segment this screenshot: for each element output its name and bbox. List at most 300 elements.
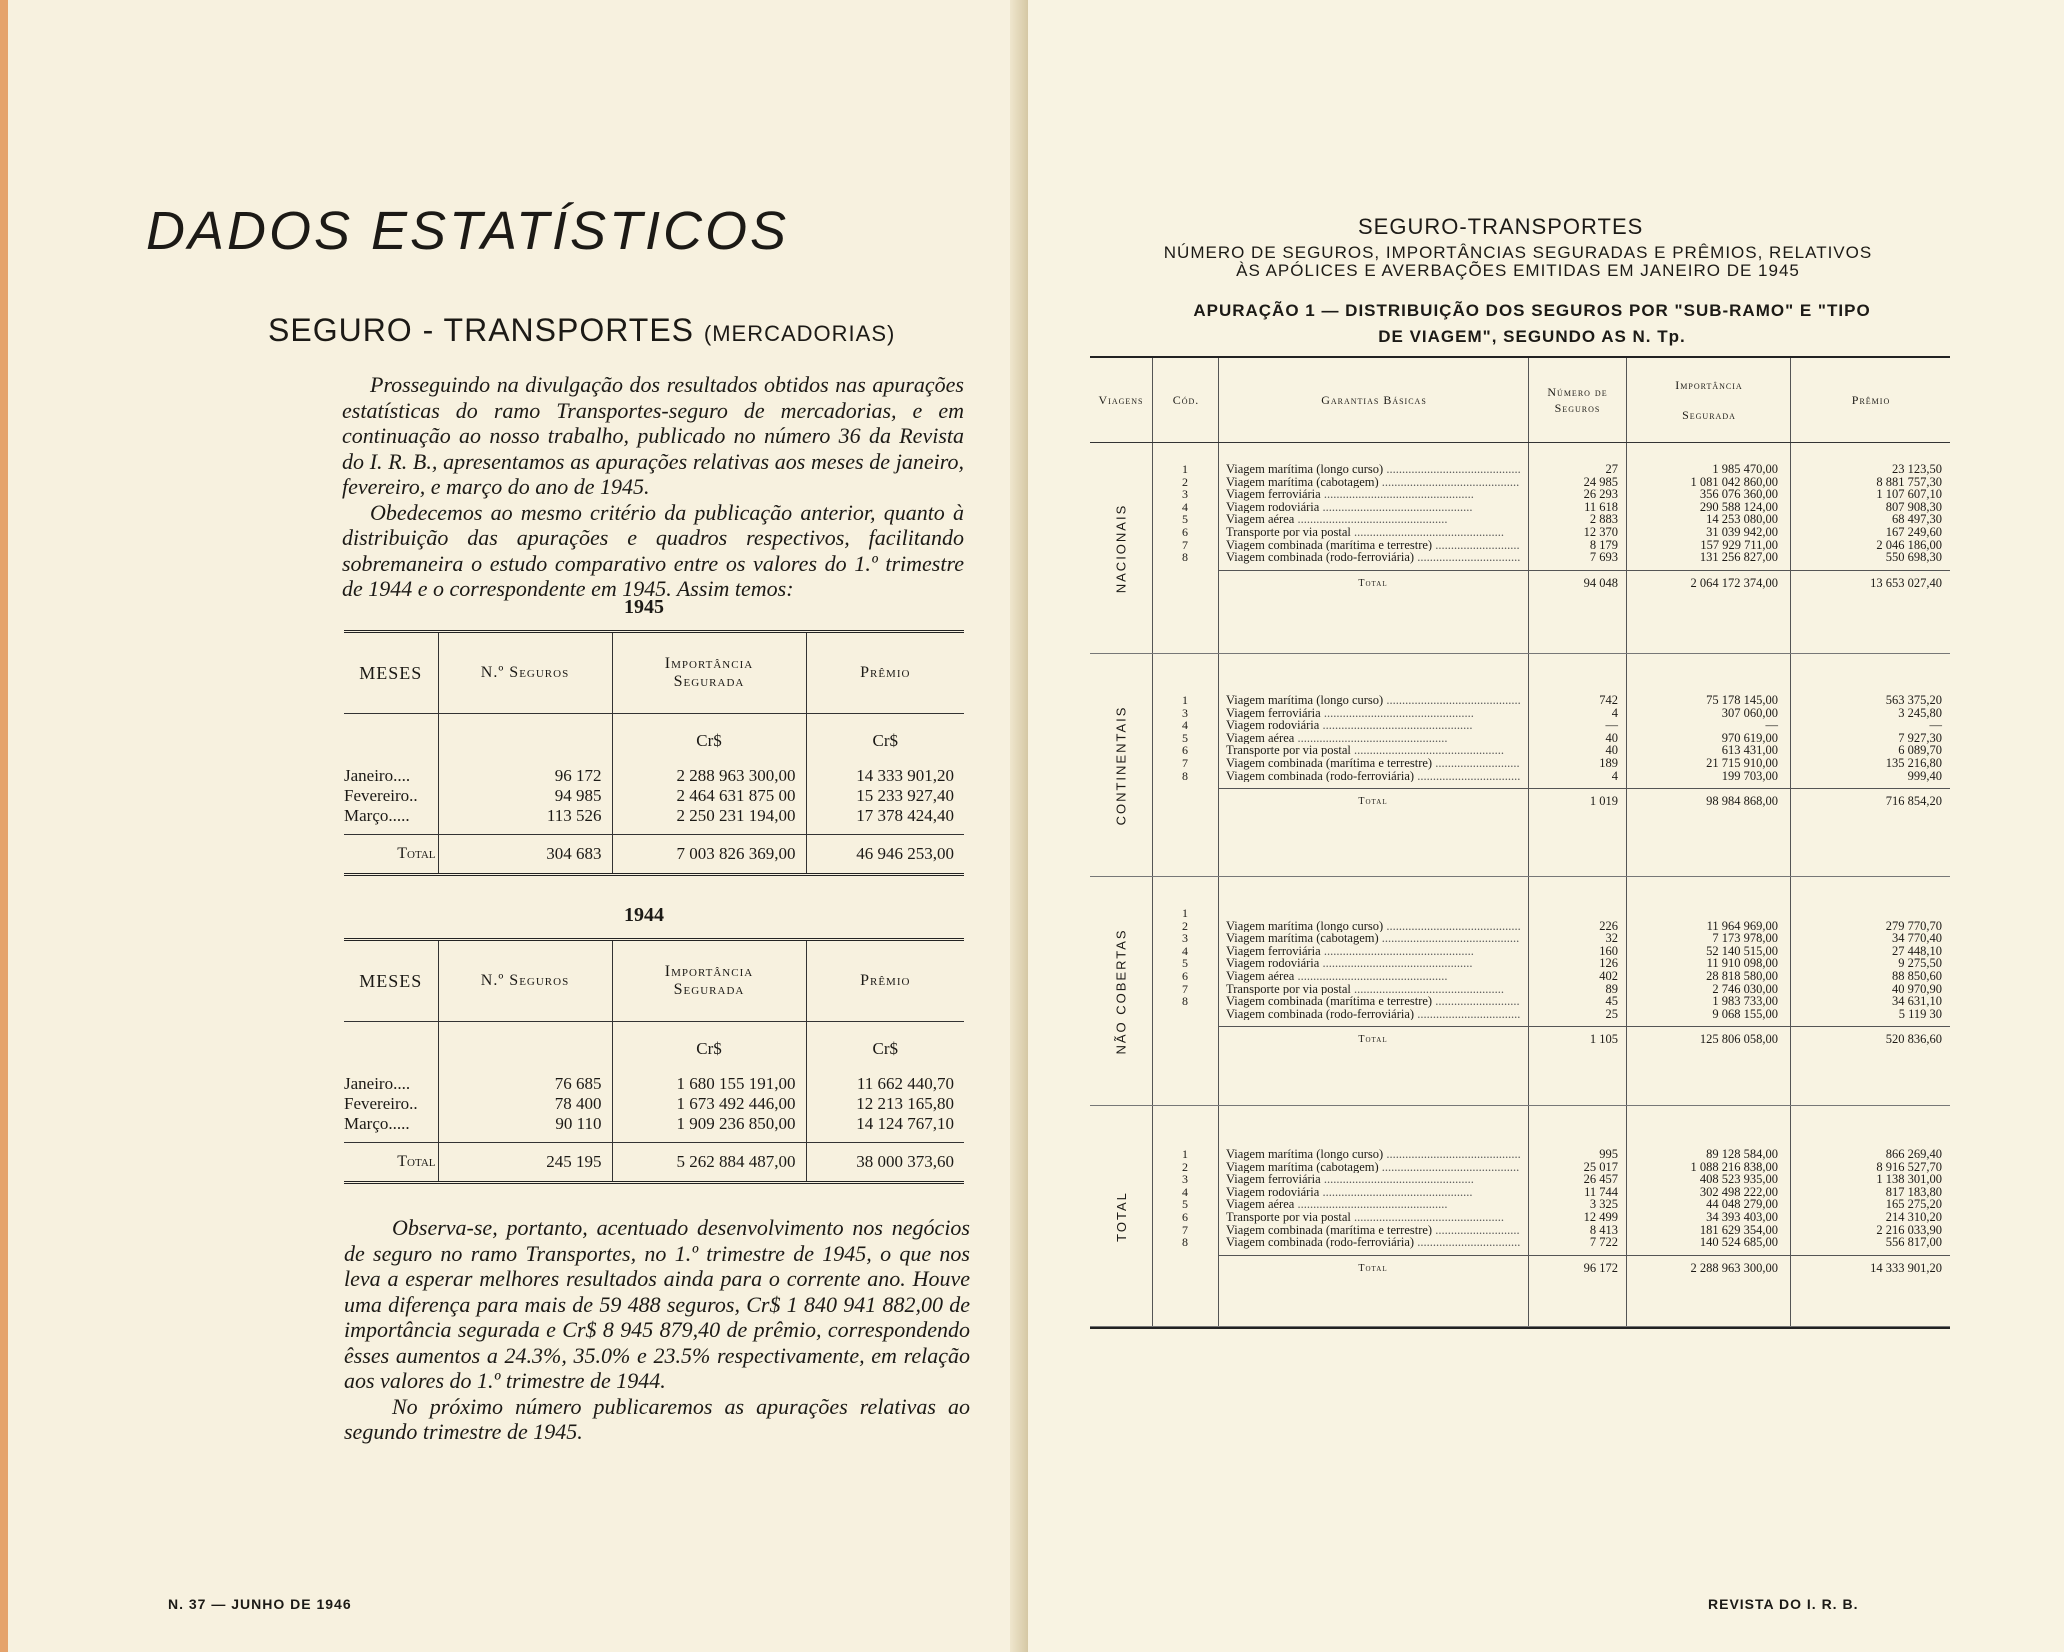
row-numero: 24 985 xyxy=(1583,474,1618,489)
row-numero: 27 xyxy=(1605,462,1618,476)
row-description xyxy=(1226,539,1520,552)
row-description-text: Transporte por via postal xyxy=(1226,744,1351,757)
leader-dots xyxy=(1351,983,1504,996)
row-importancia: 14 253 080,00 xyxy=(1706,512,1778,527)
row-description-text: Transporte por via postal xyxy=(1226,1211,1351,1224)
row-description xyxy=(1226,1224,1520,1237)
row-premio: 1 107 607,10 xyxy=(1876,487,1942,502)
row-numero: 40 xyxy=(1605,730,1618,745)
row-code: 5 xyxy=(1182,956,1188,971)
leader-dots xyxy=(1414,551,1520,564)
right-page xyxy=(1028,0,2064,1652)
row-code: 8 xyxy=(1182,768,1188,783)
total-importancia: 125 806 058,00 xyxy=(1699,1032,1778,1047)
row-description xyxy=(1226,1161,1520,1174)
row-description-text: Viagem marítima (longo curso) xyxy=(1226,694,1384,707)
row-description xyxy=(1226,970,1520,983)
row-description xyxy=(1226,945,1520,958)
row-numero: 226 xyxy=(1599,918,1618,933)
row-description-text: Viagem aérea xyxy=(1226,1198,1295,1211)
total-label: Total xyxy=(1358,577,1388,589)
col-header-meses: MESES xyxy=(344,940,438,1022)
leader-dots xyxy=(1351,744,1504,757)
col-header-garantias: Garantias Básicas xyxy=(1218,358,1529,442)
leader-dots xyxy=(1432,757,1520,770)
row-premio: 165 275,20 xyxy=(1885,1197,1942,1212)
row-numero: 25 017 xyxy=(1583,1159,1618,1174)
row-importancia: 34 393 403,00 xyxy=(1706,1210,1778,1224)
row-numero: 26 457 xyxy=(1583,1172,1618,1187)
row-code: 3 xyxy=(1182,1172,1188,1187)
row-description-text: Viagem combinada (marítima e terrestre) xyxy=(1226,757,1433,770)
row-importancia: 89 128 584,00 xyxy=(1706,1147,1778,1161)
row-code: 2 xyxy=(1182,918,1188,933)
year-label-1945: 1945 xyxy=(624,596,664,618)
row-premio: 550 698,30 xyxy=(1885,550,1942,565)
section-title-main: SEGURO - TRANSPORTES xyxy=(268,312,694,348)
conclusion-paragraph-1: Observa-se, portanto, acentuado desenvolvimento nos negócios de seguro no ramo Transportes, no 1.º trimestre de 1945, o que nos leva a esperar melhores resultados ainda para o corrente ano. Houve uma diferença para mais de 59 488 seguros, Cr$ 1 840 941 882,00 de importância segurada e Cr$ 8 945 879,40 de prêmio, correspondendo êsses aumentos a 24.3%, 35.0% e 23.5% respectivamente, em relação aos valores do 1.º trimestre de 1944. xyxy=(344,1215,970,1393)
row-numero: 8 179 xyxy=(1589,537,1618,552)
row-premio: 8 916 527,70 xyxy=(1876,1159,1942,1174)
row-importancia: 1 081 042 860,00 xyxy=(1690,474,1778,489)
currency-label: Cr$ xyxy=(612,714,806,755)
total-importancia: 98 984 868,00 xyxy=(1706,794,1778,809)
leader-dots xyxy=(1379,476,1520,489)
row-numero: 402 xyxy=(1599,969,1618,983)
row-numero: 26 293 xyxy=(1583,487,1618,502)
row-description xyxy=(1226,1186,1520,1199)
row-code: 2 xyxy=(1182,474,1188,489)
row-description xyxy=(1226,1211,1520,1224)
row-premio: 27 448,10 xyxy=(1892,943,1942,958)
row-premio: 88 850,60 xyxy=(1892,969,1942,983)
row-importancia: 199 703,00 xyxy=(1721,768,1778,783)
row-premio: 556 817,00 xyxy=(1885,1235,1942,1250)
row-description xyxy=(1226,488,1520,501)
leader-dots xyxy=(1319,957,1472,970)
total-numero: 1 105 xyxy=(1589,1032,1618,1047)
conclusion-text xyxy=(344,1215,970,1445)
group-label-text: CONTINENTAIS xyxy=(1113,705,1129,825)
table-row: Fevereiro.. 78 400 1 673 492 446,00 12 213 165,80 xyxy=(344,1094,964,1114)
row-code: 4 xyxy=(1182,718,1188,733)
row-code: 8 xyxy=(1182,550,1188,565)
row-premio: 563 375,20 xyxy=(1885,693,1942,707)
row-importancia: 11 964 969,00 xyxy=(1706,918,1778,933)
row-description-text: Viagem rodoviária xyxy=(1226,1185,1320,1199)
total-importancia: 2 064 172 374,00 xyxy=(1690,575,1778,590)
row-description xyxy=(1226,920,1520,933)
row-premio: 999,40 xyxy=(1907,768,1942,783)
row-code: 7 xyxy=(1182,537,1188,552)
summary-table-1945 xyxy=(344,630,964,876)
row-numero: 2 883 xyxy=(1589,512,1618,527)
row-importancia: 11 910 098,00 xyxy=(1706,956,1778,971)
row-description xyxy=(1226,694,1520,707)
currency-label: Cr$ xyxy=(612,1022,806,1063)
row-numero: 25 xyxy=(1605,1006,1618,1021)
row-importancia: 307 060,00 xyxy=(1721,705,1778,720)
row-importancia: 1 088 216 838,00 xyxy=(1690,1159,1778,1174)
row-premio: 214 310,20 xyxy=(1885,1210,1942,1224)
row-premio: 279 770,70 xyxy=(1885,918,1942,933)
row-premio: 817 183,80 xyxy=(1885,1184,1942,1199)
leader-dots xyxy=(1319,1186,1472,1199)
row-importancia: 1 983 733,00 xyxy=(1712,994,1778,1009)
leader-dots xyxy=(1351,1211,1504,1224)
col-header-numero: Número de Seguros xyxy=(1528,358,1626,442)
row-premio: 1 138 301,00 xyxy=(1876,1172,1942,1187)
total-numero: 94 048 xyxy=(1583,575,1618,590)
row-description-text: Viagem combinada (marítima e terrestre) xyxy=(1226,995,1433,1008)
row-description xyxy=(1226,757,1520,770)
table-header xyxy=(1090,358,1950,443)
conclusion-paragraph-2: No próximo número publicaremos as apurações relativas ao segundo trimestre de 1945. xyxy=(344,1393,970,1444)
intro-paragraph-1: Prosseguindo na divulgação dos resultados obtidos nas apurações estatísticas do ramo Transportes-seguro de mercadorias, e em continuação ao nosso trabalho, publicado no número 36 da Revista do I. R. B., apresentamos as apurações relativas aos meses de janeiro, fevereiro, e março do ano de 1945. xyxy=(342,372,964,499)
col-header-importancia: Importância Segurada xyxy=(612,632,806,714)
table-row: Fevereiro.. 94 985 2 464 631 875 00 15 233 927,40 xyxy=(344,786,964,806)
row-premio: 5 119 30 xyxy=(1898,1006,1942,1021)
row-description xyxy=(1226,719,1520,732)
row-code: 6 xyxy=(1182,1210,1188,1224)
row-description xyxy=(1226,1173,1520,1186)
row-numero: 995 xyxy=(1599,1147,1618,1161)
row-description xyxy=(1226,770,1520,783)
table-bottom-rule xyxy=(1090,1327,1950,1329)
row-importancia: 290 588 124,00 xyxy=(1699,499,1778,514)
row-numero: 89 xyxy=(1605,981,1618,996)
row-importancia: — xyxy=(1765,718,1778,733)
row-description xyxy=(1226,707,1520,720)
row-importancia: 52 140 515,00 xyxy=(1706,943,1778,958)
leader-dots xyxy=(1414,1236,1520,1249)
row-description-text: Viagem combinada (rodo-ferroviária) xyxy=(1226,1007,1415,1021)
total-row: Total 245 195 5 262 884 487,00 38 000 373,60 xyxy=(344,1143,964,1183)
row-code: 4 xyxy=(1182,499,1188,514)
year-label-1944: 1944 xyxy=(624,904,664,926)
row-description-text: Viagem ferroviária xyxy=(1226,706,1321,720)
currency-label: Cr$ xyxy=(806,1022,964,1063)
row-description-text: Viagem marítima (longo curso) xyxy=(1226,1148,1384,1161)
leader-dots xyxy=(1319,501,1472,514)
leader-dots xyxy=(1432,1224,1520,1237)
row-premio: 68 497,30 xyxy=(1892,512,1942,527)
total-importancia: 2 288 963 300,00 xyxy=(1690,1260,1778,1275)
col-header-premio: Prêmio xyxy=(806,940,964,1022)
row-importancia: 356 076 360,00 xyxy=(1699,487,1778,502)
row-code: 2 xyxy=(1182,1159,1188,1174)
row-premio: 807 908,30 xyxy=(1885,499,1942,514)
row-premio: 7 927,30 xyxy=(1898,730,1942,745)
row-numero: 45 xyxy=(1605,994,1618,1009)
row-description xyxy=(1226,1236,1520,1249)
col-header-meses: MESES xyxy=(344,632,438,714)
leader-dots xyxy=(1294,1198,1447,1211)
left-page xyxy=(0,0,1022,1652)
row-premio: 2 046 186,00 xyxy=(1876,537,1942,552)
row-code: 3 xyxy=(1182,931,1188,946)
total-rule xyxy=(1218,570,1950,571)
intro-text xyxy=(342,372,964,602)
row-description-text: Viagem aérea xyxy=(1226,731,1295,745)
row-code: 3 xyxy=(1182,487,1188,502)
leader-dots xyxy=(1319,719,1472,732)
row-code: 6 xyxy=(1182,743,1188,758)
group-label xyxy=(1090,1106,1152,1326)
distribution-table xyxy=(1090,356,1950,1329)
row-description-text: Transporte por via postal xyxy=(1226,526,1351,539)
leader-dots xyxy=(1321,945,1474,958)
leader-dots xyxy=(1379,1161,1520,1174)
row-numero: 40 xyxy=(1605,743,1618,758)
row-importancia: 9 068 155,00 xyxy=(1712,1006,1778,1021)
leader-dots xyxy=(1432,995,1520,1008)
apuracao-heading: APURAÇÃO 1 — DISTRIBUIÇÃO DOS SEGUROS POR "SUB-RAMO" E "TIPO DE VIAGEM", SEGUNDO AS N. Tp. xyxy=(1193,301,1871,346)
row-premio: 9 275,50 xyxy=(1898,956,1942,971)
section-title-paren: (MERCADORIAS) xyxy=(703,321,896,346)
row-description-text: Viagem combinada (rodo-ferroviária) xyxy=(1226,1236,1415,1249)
row-premio: — xyxy=(1929,718,1942,733)
row-numero: — xyxy=(1605,718,1618,733)
row-premio: 3 245,80 xyxy=(1898,705,1942,720)
col-header-seguros: N.º Seguros xyxy=(438,632,612,714)
total-premio: 13 653 027,40 xyxy=(1870,575,1942,590)
col-header-importancia: Importância Segurada xyxy=(612,940,806,1022)
row-numero: 4 xyxy=(1611,768,1618,783)
row-numero: 12 499 xyxy=(1583,1210,1618,1224)
row-code: 5 xyxy=(1182,512,1188,527)
row-description xyxy=(1226,1008,1520,1021)
row-code: 5 xyxy=(1182,730,1188,745)
row-numero: 4 xyxy=(1611,705,1618,720)
row-numero: 3 325 xyxy=(1589,1197,1618,1212)
total-label: Total xyxy=(1358,1034,1388,1046)
col-header-premio: Prêmio xyxy=(806,632,964,714)
row-description-text: Viagem rodoviária xyxy=(1226,957,1320,970)
row-description xyxy=(1226,932,1520,945)
section-title xyxy=(268,312,895,349)
row-code: 1 xyxy=(1182,1147,1188,1161)
row-description-text: Viagem rodoviária xyxy=(1226,500,1320,514)
leader-dots xyxy=(1294,732,1447,745)
total-label: Total xyxy=(1358,796,1388,808)
row-code: 1 xyxy=(1182,693,1188,707)
col-header-seguros: N.º Seguros xyxy=(438,940,612,1022)
col-header-cod: Cód. xyxy=(1152,358,1219,442)
total-rule xyxy=(1218,1255,1950,1256)
row-description-text: Viagem marítima (longo curso) xyxy=(1226,463,1384,476)
leader-dots xyxy=(1294,970,1447,983)
row-premio: 167 249,60 xyxy=(1885,525,1942,539)
row-description-text: Viagem marítima (longo curso) xyxy=(1226,919,1384,933)
group-block xyxy=(1090,1106,1950,1327)
row-numero: 11 618 xyxy=(1584,499,1618,514)
row-description-text: Viagem aérea xyxy=(1226,970,1295,983)
row-importancia: 28 818 580,00 xyxy=(1706,969,1778,983)
row-importancia: 181 629 354,00 xyxy=(1699,1222,1778,1237)
row-code: 5 xyxy=(1182,1197,1188,1212)
row-description xyxy=(1226,551,1520,564)
row-premio: 23 123,50 xyxy=(1892,462,1942,476)
leader-dots xyxy=(1351,526,1504,539)
leader-dots xyxy=(1414,770,1520,783)
row-description xyxy=(1226,526,1520,539)
group-block xyxy=(1090,654,1950,877)
row-premio: 34 631,10 xyxy=(1892,994,1942,1009)
page-edge xyxy=(0,0,8,1652)
total-row: Total 304 683 7 003 826 369,00 46 946 253,00 xyxy=(344,835,964,875)
row-importancia: 970 619,00 xyxy=(1721,730,1778,745)
total-rule xyxy=(1218,788,1950,789)
leader-dots xyxy=(1383,1148,1520,1161)
row-numero: 126 xyxy=(1599,956,1618,971)
group-label-text: TOTAL xyxy=(1113,1190,1129,1242)
group-label xyxy=(1090,654,1152,876)
total-premio: 14 333 901,20 xyxy=(1870,1260,1942,1275)
row-importancia: 157 929 711,00 xyxy=(1700,537,1778,552)
table-title: SEGURO-TRANSPORTES xyxy=(1358,214,1644,239)
row-code: 8 xyxy=(1182,1235,1188,1250)
row-premio: 135 216,80 xyxy=(1885,756,1942,770)
row-importancia: 140 524 685,00 xyxy=(1699,1235,1778,1250)
row-code: 8 xyxy=(1182,994,1188,1009)
row-description xyxy=(1226,983,1520,996)
leader-dots xyxy=(1383,463,1520,476)
row-importancia: 75 178 145,00 xyxy=(1706,693,1778,707)
row-importancia: 7 173 978,00 xyxy=(1712,931,1778,946)
row-code: 4 xyxy=(1182,943,1188,958)
leader-dots xyxy=(1294,513,1447,526)
total-label: Total xyxy=(1358,1262,1388,1274)
group-block xyxy=(1090,443,1950,654)
row-premio: 40 970,90 xyxy=(1892,981,1942,996)
row-importancia: 302 498 222,00 xyxy=(1699,1184,1778,1199)
row-description-text: Viagem ferroviária xyxy=(1226,488,1321,501)
total-rule xyxy=(1218,1026,1950,1027)
row-importancia: 2 746 030,00 xyxy=(1712,981,1778,996)
group-label-text: NÃO COBERTAS xyxy=(1113,927,1129,1055)
row-premio: 866 269,40 xyxy=(1885,1147,1942,1161)
col-header-viagens: Viagens xyxy=(1098,393,1144,407)
leader-dots xyxy=(1432,539,1520,552)
row-numero: 160 xyxy=(1599,943,1618,958)
row-numero: 7 722 xyxy=(1589,1235,1618,1250)
table-body xyxy=(1090,443,1950,1327)
row-code: 6 xyxy=(1182,969,1188,983)
row-importancia: 408 523 935,00 xyxy=(1699,1172,1778,1187)
row-numero: 189 xyxy=(1599,756,1618,770)
row-code: 7 xyxy=(1182,756,1188,770)
table-row: Março..... 113 526 2 250 231 194,00 17 378 424,40 xyxy=(344,806,964,835)
row-numero: 32 xyxy=(1605,931,1618,946)
row-premio: 34 770,40 xyxy=(1892,931,1942,946)
row-importancia: 613 431,00 xyxy=(1721,743,1778,758)
row-code: 7 xyxy=(1182,1222,1188,1237)
row-premio: 8 881 757,30 xyxy=(1876,474,1942,489)
row-description xyxy=(1226,1148,1520,1161)
total-premio: 716 854,20 xyxy=(1885,794,1942,809)
row-numero: 742 xyxy=(1599,693,1618,707)
row-code: 7 xyxy=(1182,981,1188,996)
issue-footer: N. 37 — JUNHO DE 1946 xyxy=(168,1596,352,1612)
row-code: 1 xyxy=(1182,462,1188,476)
col-header-importancia: Importância Segurada xyxy=(1626,358,1791,442)
row-description xyxy=(1226,513,1520,526)
row-importancia: 44 048 279,00 xyxy=(1706,1197,1778,1212)
leader-dots xyxy=(1379,932,1520,945)
total-premio: 520 836,60 xyxy=(1885,1032,1942,1047)
leader-dots xyxy=(1383,920,1520,933)
leader-dots xyxy=(1321,488,1474,501)
group-label-text: NACIONAIS xyxy=(1113,503,1129,593)
row-description-text: Viagem marítima (cabotagem) xyxy=(1226,1160,1379,1174)
row-numero: 8 413 xyxy=(1589,1222,1618,1237)
table-row: Março..... 90 110 1 909 236 850,00 14 124 767,10 xyxy=(344,1114,964,1143)
row-description xyxy=(1226,995,1520,1008)
row-description xyxy=(1226,744,1520,757)
group-block xyxy=(1090,877,1950,1106)
group-label xyxy=(1090,877,1152,1105)
table-subtitle: NÚMERO DE SEGUROS, IMPORTÂNCIAS SEGURADAS E PRÊMIOS, RELATIVOS ÀS APÓLICES E AVERBAÇÕES EMITIDAS EM JANEIRO DE 1945 xyxy=(1163,243,1873,280)
row-description-text: Viagem combinada (marítima e terrestre) xyxy=(1226,1223,1433,1237)
page-title: DADOS ESTATÍSTICOS xyxy=(146,201,790,261)
row-numero: 12 370 xyxy=(1583,525,1618,539)
row-description-text: Viagem combinada (marítima e terrestre) xyxy=(1226,538,1433,552)
total-numero: 96 172 xyxy=(1583,1260,1618,1275)
row-code: 4 xyxy=(1182,1184,1188,1199)
row-importancia: 21 715 910,00 xyxy=(1706,756,1778,770)
row-description-text: Viagem ferroviária xyxy=(1226,944,1321,958)
row-code: 3 xyxy=(1182,705,1188,720)
row-description-text: Viagem aérea xyxy=(1226,513,1295,526)
summary-table-1944 xyxy=(344,938,964,1184)
row-premio: 2 216 033,90 xyxy=(1876,1222,1942,1237)
col-header-premio: Prêmio xyxy=(1790,358,1951,442)
row-description xyxy=(1226,957,1520,970)
row-importancia: 1 985 470,00 xyxy=(1712,462,1778,476)
leader-dots xyxy=(1414,1008,1520,1021)
leader-dots xyxy=(1321,707,1474,720)
row-description-text: Viagem combinada (rodo-ferroviária) xyxy=(1226,551,1415,564)
row-description xyxy=(1226,501,1520,514)
row-description xyxy=(1226,1198,1520,1211)
group-label xyxy=(1090,443,1152,653)
row-importancia: 31 039 942,00 xyxy=(1706,525,1778,539)
row-description-text: Viagem rodoviária xyxy=(1226,719,1320,732)
row-description xyxy=(1226,732,1520,745)
currency-label: Cr$ xyxy=(806,714,964,755)
leader-dots xyxy=(1321,1173,1474,1186)
row-code: 1 xyxy=(1182,906,1188,920)
magazine-footer: REVISTA DO I. R. B. xyxy=(1708,1596,1859,1612)
row-description-text: Viagem combinada (rodo-ferroviária) xyxy=(1226,769,1415,783)
row-description xyxy=(1226,476,1520,489)
intro-paragraph-2: Obedecemos ao mesmo critério da publicação anterior, quanto à distribuição das apurações e quadros respectivos, facilitando sobremaneira o estudo comparativo entre os valores do 1.º trimestre de 1944 e o correspondente em 1945. Assim temos: xyxy=(342,499,964,601)
row-numero: 7 693 xyxy=(1589,550,1618,565)
row-description-text: Viagem ferroviária xyxy=(1226,1173,1321,1186)
row-description-text: Viagem marítima (cabotagem) xyxy=(1226,475,1379,489)
row-numero: 11 744 xyxy=(1584,1184,1618,1199)
row-description-text: Transporte por via postal xyxy=(1226,982,1351,996)
row-code: 6 xyxy=(1182,525,1188,539)
table-row: Janeiro.... 96 172 2 288 963 300,00 14 333 901,20 xyxy=(344,754,964,786)
row-premio: 6 089,70 xyxy=(1898,743,1942,758)
row-importancia: 131 256 827,00 xyxy=(1699,550,1778,565)
table-row: Janeiro.... 76 685 1 680 155 191,00 11 662 440,70 xyxy=(344,1062,964,1094)
total-numero: 1 019 xyxy=(1589,794,1618,809)
leader-dots xyxy=(1383,694,1520,707)
row-description-text: Viagem marítima (cabotagem) xyxy=(1226,932,1379,945)
